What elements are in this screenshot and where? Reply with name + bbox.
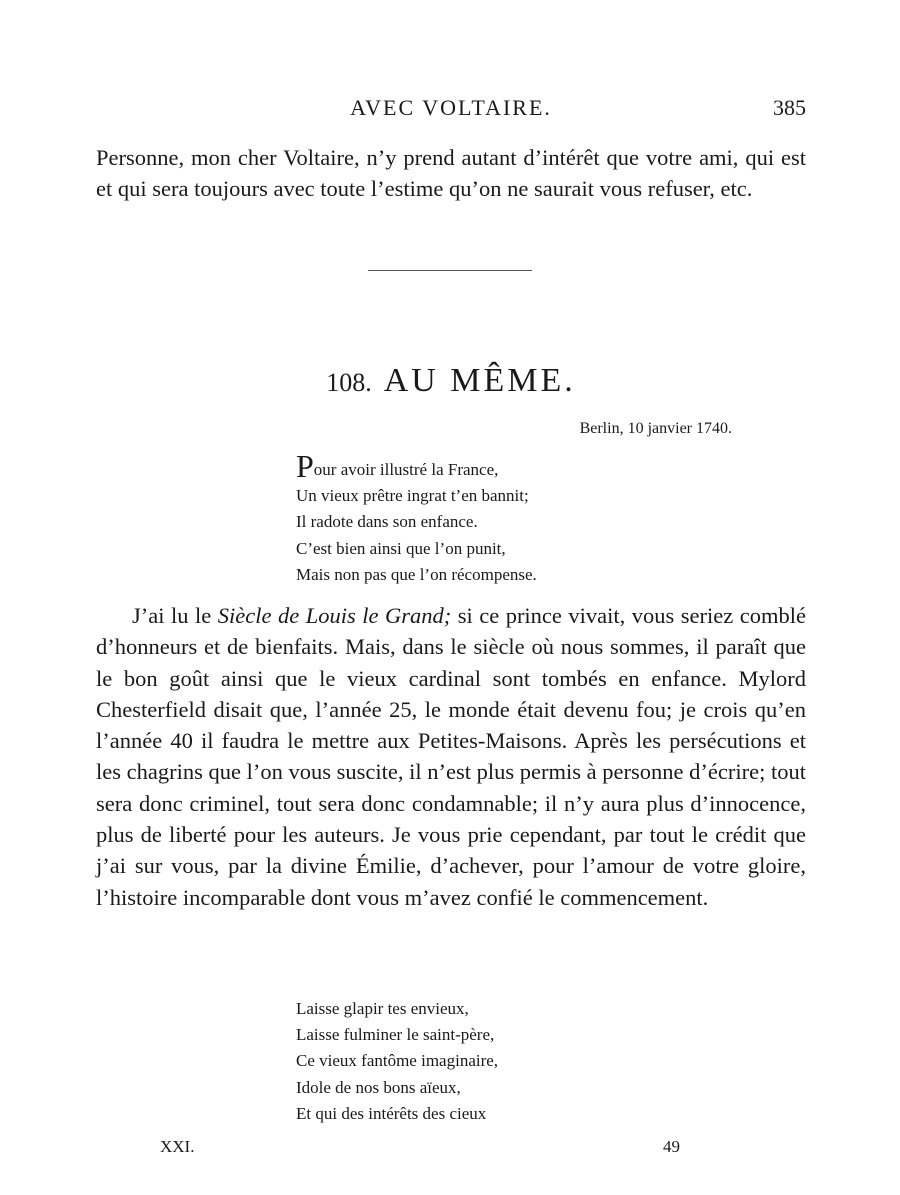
verse-line (296, 448, 537, 484)
body-text-rest: si ce prince vivait, vous seriez comblé d’honneurs et de bienfaits. Mais, dans le siècle où nous sommes, il paraît que le bon goût ainsi que le vieux cardinal sont tombés en enfance. Mylord Chesterfield disait que, l’année 25, le monde était devenu fou; je crois qu’en l’année 40 il faudra le mettre aux Petites-Maisons. Après les persécutions et les chagrins que l’on vous suscite, il n’est plus permis à personne d’écrire; tout sera donc criminel, tout sera donc condamnable; il n’y aura plus d’innocence, plus de liberté pour les auteurs. Je vous prie cependant, par tout le crédit que j’ai sur vous, par la divine Émilie, d’achever, pour l’amour de votre gloire, l’histoire incomparable dont vous m’avez confié le commencement. (96, 603, 806, 910)
verse-line: Laisse glapir tes envieux, (296, 999, 469, 1018)
opening-verse (296, 448, 537, 588)
verse-line: Laisse fulminer le saint-père, (296, 1025, 495, 1045)
letter-heading (96, 362, 806, 400)
sheet-number: 49 (663, 1137, 680, 1156)
letter-body (96, 600, 806, 913)
running-head (96, 95, 806, 125)
closing-verse (296, 996, 498, 1127)
running-title: AVEC VOLTAIRE. (350, 95, 552, 120)
drop-cap: P (296, 448, 314, 484)
prior-letter-closing (96, 142, 806, 205)
verse-line: Mais non pas que l’on récompense. (296, 564, 537, 584)
body-paragraph (96, 600, 806, 913)
verse-line: Idole de nos bons aïeux, (296, 1077, 461, 1097)
verse-line-text: our avoir illustré la France, (313, 460, 499, 479)
verse-line: Il radote dans son enfance. (296, 512, 478, 532)
book-title: Siècle de Louis le Grand; (217, 603, 452, 628)
body-text-start: J’ai lu le (132, 603, 218, 628)
verse-line: Et qui des intérêts des cieux (296, 1103, 487, 1123)
signature-mark: XXI. (160, 1137, 195, 1156)
verse-line: Un vieux prêtre ingrat t’en bannit; (296, 486, 529, 506)
verse-line: C’est bien ainsi que l’on punit, (296, 538, 506, 558)
dateline: Berlin, 10 janvier 1740. (579, 420, 732, 437)
page-number: 385 (773, 95, 806, 120)
letter-number: 108. (326, 368, 372, 397)
verse-line: Ce vieux fantôme imaginaire, (296, 1051, 499, 1071)
letter-title: AU MÊME. (383, 362, 576, 399)
section-divider (368, 270, 532, 271)
prior-letter-text: Personne, mon cher Voltaire, n’y prend autant d’intérêt que votre ami, qui est et qui sera toujours avec toute l’estime qu’on ne saurait vous refuser, etc. (96, 145, 806, 202)
